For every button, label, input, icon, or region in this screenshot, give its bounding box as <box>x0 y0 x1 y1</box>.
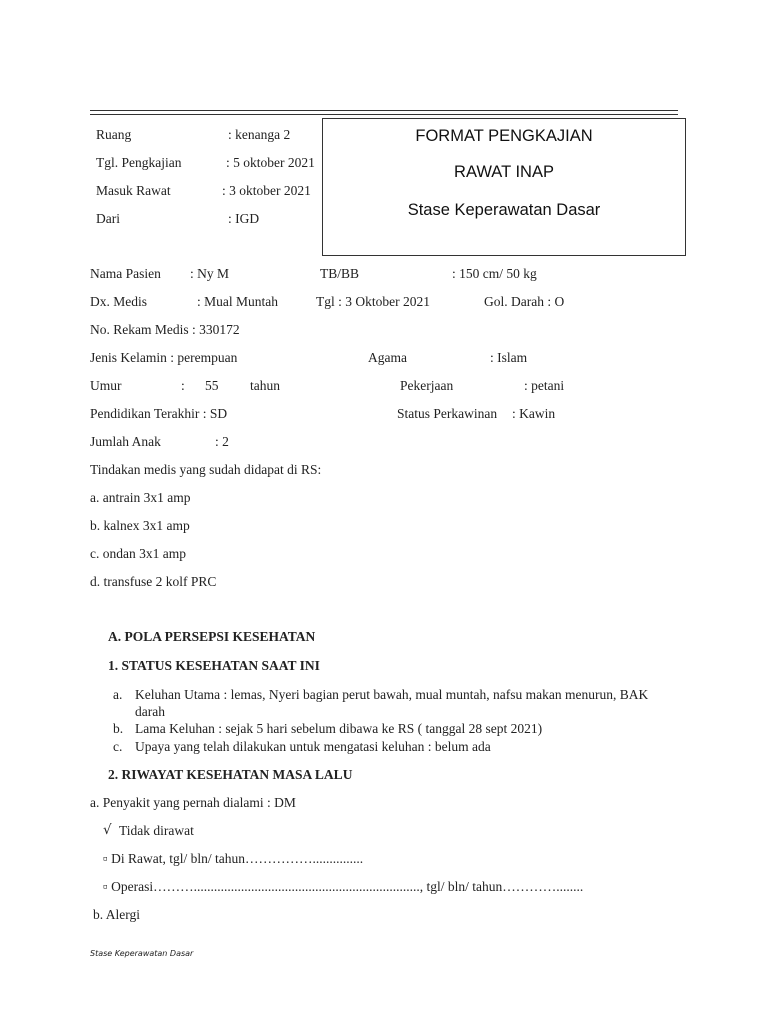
list-marker: b. <box>113 721 124 736</box>
tindakan-item: d. transfuse 2 kolf PRC <box>90 574 217 589</box>
ruang-value: : kenanga 2 <box>228 127 291 142</box>
dirawat-option: ▫ Di Rawat, tgl/ bln/ tahun……………............... <box>103 851 364 866</box>
ruang-label: Ruang <box>96 127 132 142</box>
subsection-1-title: 1. STATUS KESEHATAN SAAT INI <box>108 658 320 673</box>
status-perkawinan-value: : Kawin <box>512 406 556 421</box>
jumlah-anak-label: Jumlah Anak <box>90 434 161 449</box>
top-rule <box>90 110 678 111</box>
list-marker: c. <box>113 739 123 754</box>
masuk-rawat-value: : 3 oktober 2021 <box>222 183 311 198</box>
tgl-pengkajian-label: Tgl. Pengkajian <box>96 155 182 170</box>
masuk-rawat-label: Masuk Rawat <box>96 183 171 198</box>
upaya: Upaya yang telah dilakukan untuk mengatasi keluhan : belum ada <box>135 739 491 754</box>
nama-pasien-label: Nama Pasien <box>90 266 161 281</box>
tgl-pengkajian-value: : 5 oktober 2021 <box>226 155 315 170</box>
section-a-title: A. POLA PERSEPSI KESEHATAN <box>108 629 316 644</box>
dari-value: : IGD <box>228 211 260 226</box>
tidak-dirawat: Tidak dirawat <box>119 823 194 838</box>
dx-medis-value: : Mual Muntah <box>197 294 278 309</box>
tbbb-label: TB/BB <box>320 266 360 281</box>
lama-keluhan: Lama Keluhan : sejak 5 hari sebelum dibawa ke RS ( tanggal 28 sept 2021) <box>135 721 543 736</box>
agama-label: Agama <box>368 350 407 365</box>
tindakan-item: b. kalnex 3x1 amp <box>90 518 190 533</box>
dx-medis-label: Dx. Medis <box>90 294 147 309</box>
pendidikan: Pendidikan Terakhir : SD <box>90 406 228 421</box>
penyakit: a. Penyakit yang pernah dialami : DM <box>90 795 296 810</box>
umur-colon: : <box>181 378 185 393</box>
pekerjaan-value: : petani <box>524 378 565 393</box>
check-icon: √ <box>103 822 112 838</box>
footer-text: Stase Keperawatan Dasar <box>90 949 194 958</box>
umur-unit: tahun <box>250 378 280 393</box>
umur-value: 55 <box>205 378 219 393</box>
gol-darah: Gol. Darah : O <box>484 294 565 309</box>
operasi-option: ▫ Operasi………..................................................................., tgl/ bln/ tahun…………........ <box>103 879 584 894</box>
title-line-3: Stase Keperawatan Dasar <box>407 201 601 219</box>
tindakan-item: a. antrain 3x1 amp <box>90 490 191 505</box>
keluhan-utama: Keluhan Utama : lemas, Nyeri bagian perut bawah, mual muntah, nafsu makan menurun, BAK <box>135 687 649 702</box>
tindakan-item: c. ondan 3x1 amp <box>90 546 186 561</box>
title-box <box>322 118 686 256</box>
top-rule-2 <box>90 114 678 115</box>
jumlah-anak-value: : 2 <box>215 434 229 449</box>
alergi: b. Alergi <box>93 907 140 922</box>
title-line-2: RAWAT INAP <box>454 163 554 181</box>
subsection-2-title: 2. RIWAYAT KESEHATAN MASA LALU <box>108 767 353 782</box>
dari-label: Dari <box>96 211 120 226</box>
title-line-1: FORMAT PENGKAJIAN <box>415 127 593 145</box>
list-marker: a. <box>113 687 123 702</box>
tbbb-value: : 150 cm/ 50 kg <box>452 266 537 281</box>
jenis-kelamin: Jenis Kelamin : perempuan <box>90 350 238 365</box>
tindakan-heading: Tindakan medis yang sudah didapat di RS: <box>90 462 322 477</box>
rekam-medis: No. Rekam Medis : 330172 <box>90 322 240 337</box>
umur-label: Umur <box>90 378 122 393</box>
tgl-dx: Tgl : 3 Oktober 2021 <box>316 294 430 309</box>
nama-pasien-value: : Ny M <box>190 266 230 281</box>
status-perkawinan-label: Status Perkawinan <box>397 406 498 421</box>
agama-value: : Islam <box>490 350 528 365</box>
pekerjaan-label: Pekerjaan <box>400 378 454 393</box>
keluhan-utama-cont: darah <box>135 704 165 719</box>
